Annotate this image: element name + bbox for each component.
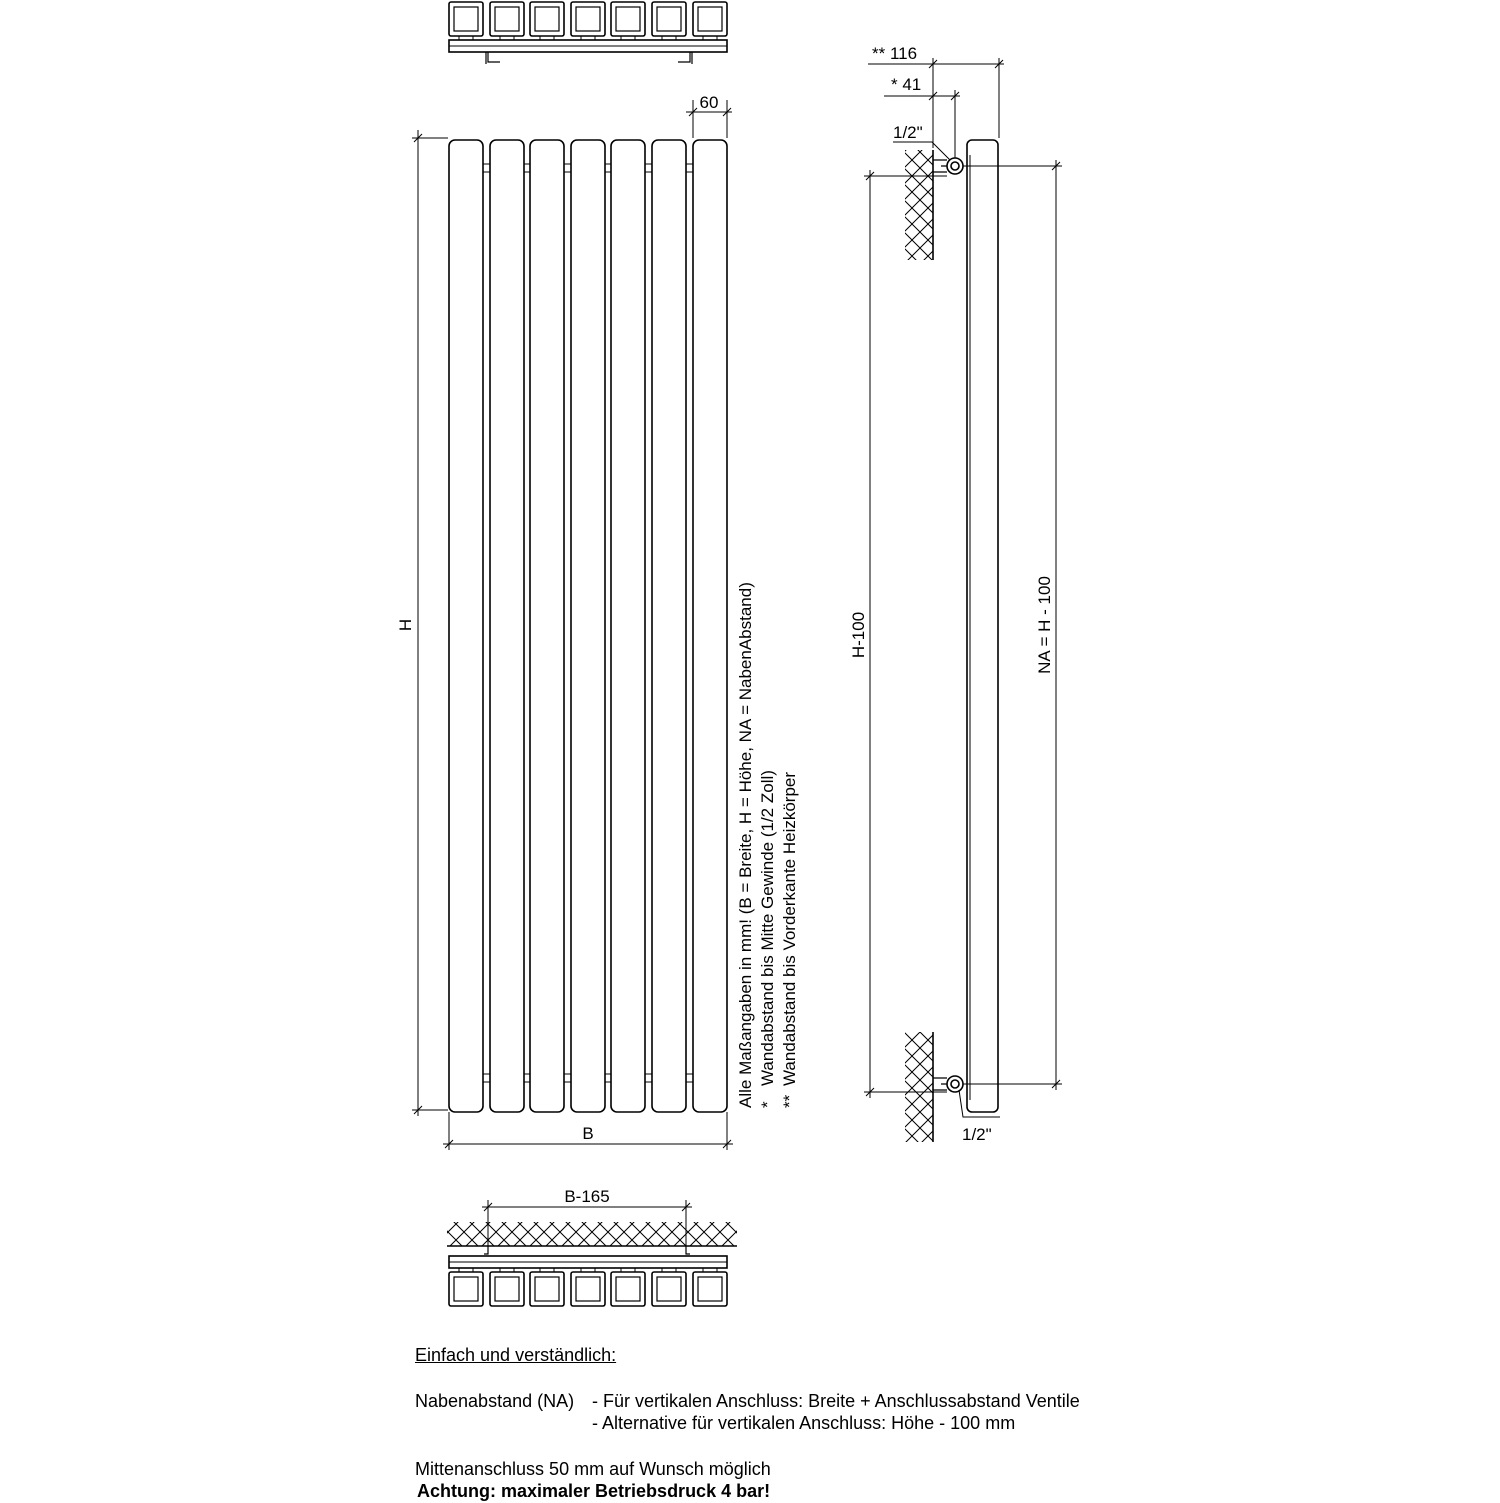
thread-connection-top: [947, 158, 963, 174]
front-tube-4: [571, 140, 605, 1112]
thread-bottom-label: 1/2": [962, 1125, 992, 1144]
thread-top-label: 1/2": [893, 123, 923, 142]
bottom-plan-view: [447, 1222, 737, 1306]
bracket-distance-label: B-165: [564, 1187, 610, 1206]
legend-mark-2: **: [780, 1094, 799, 1108]
dimension-depth-total: [868, 58, 1004, 148]
front-tube-5: [611, 140, 645, 1112]
notes-center-connection: Mittenanschluss 50 mm auf Wunsch möglich: [415, 1459, 771, 1479]
hub-distance-label: NA = H - 100: [1035, 576, 1054, 674]
thread-bottom-leader: [959, 1090, 1000, 1117]
dimension-height-minus: [864, 170, 947, 1098]
legend-line-2: Wandabstand bis Mitte Gewinde (1/2 Zoll): [758, 770, 777, 1086]
notes-label-na: Nabenabstand (NA): [415, 1391, 575, 1411]
side-view: [905, 130, 998, 1142]
notes-item-2: - Alternative für vertikalen Anschluss: Höhe - 100 mm: [592, 1413, 1016, 1433]
wall-hatch-plan: [447, 1222, 737, 1246]
top-view-tubes: [449, 2, 727, 40]
legend-vertical: [736, 582, 799, 1108]
tube-width-label: 60: [699, 93, 719, 112]
top-plan-view: [449, 2, 727, 64]
front-view: [449, 140, 727, 1112]
front-tube-6: [652, 140, 686, 1112]
height-minus-label: H-100: [849, 611, 868, 659]
bottom-view-tubes: [449, 1268, 727, 1306]
legend-line-1: Alle Maßangaben in mm! (B = Breite, H = Höhe, NA = NabenAbstand): [736, 582, 755, 1108]
wall-hatch-top: [905, 150, 933, 260]
depth-thread-label: * 41: [891, 75, 922, 94]
legend-line-3: Wandabstand bis Vorderkante Heizkörper: [780, 771, 799, 1086]
dimension-height: [412, 130, 448, 1116]
wall-hatch-bottom: [905, 1032, 933, 1142]
front-tube-7: [693, 140, 727, 1112]
notes-title: Einfach und verständlich:: [415, 1345, 617, 1365]
front-tube-2: [490, 140, 524, 1112]
front-tube-3: [530, 140, 564, 1112]
width-label: B: [582, 1124, 594, 1143]
notes-item-1: - Für vertikalen Anschluss: Breite + Anschlussabstand Ventile: [592, 1391, 1080, 1411]
legend-mark-1: *: [758, 1101, 777, 1108]
notes-warning: Achtung: maximaler Betriebsdruck 4 bar!: [417, 1481, 771, 1501]
thread-connection-bottom: [947, 1076, 963, 1092]
depth-total-label: ** 116: [872, 44, 918, 63]
front-view-tubes: [449, 140, 727, 1112]
front-tube-1: [449, 140, 483, 1112]
side-radiator-body: [967, 140, 998, 1112]
height-label: H: [396, 618, 415, 632]
